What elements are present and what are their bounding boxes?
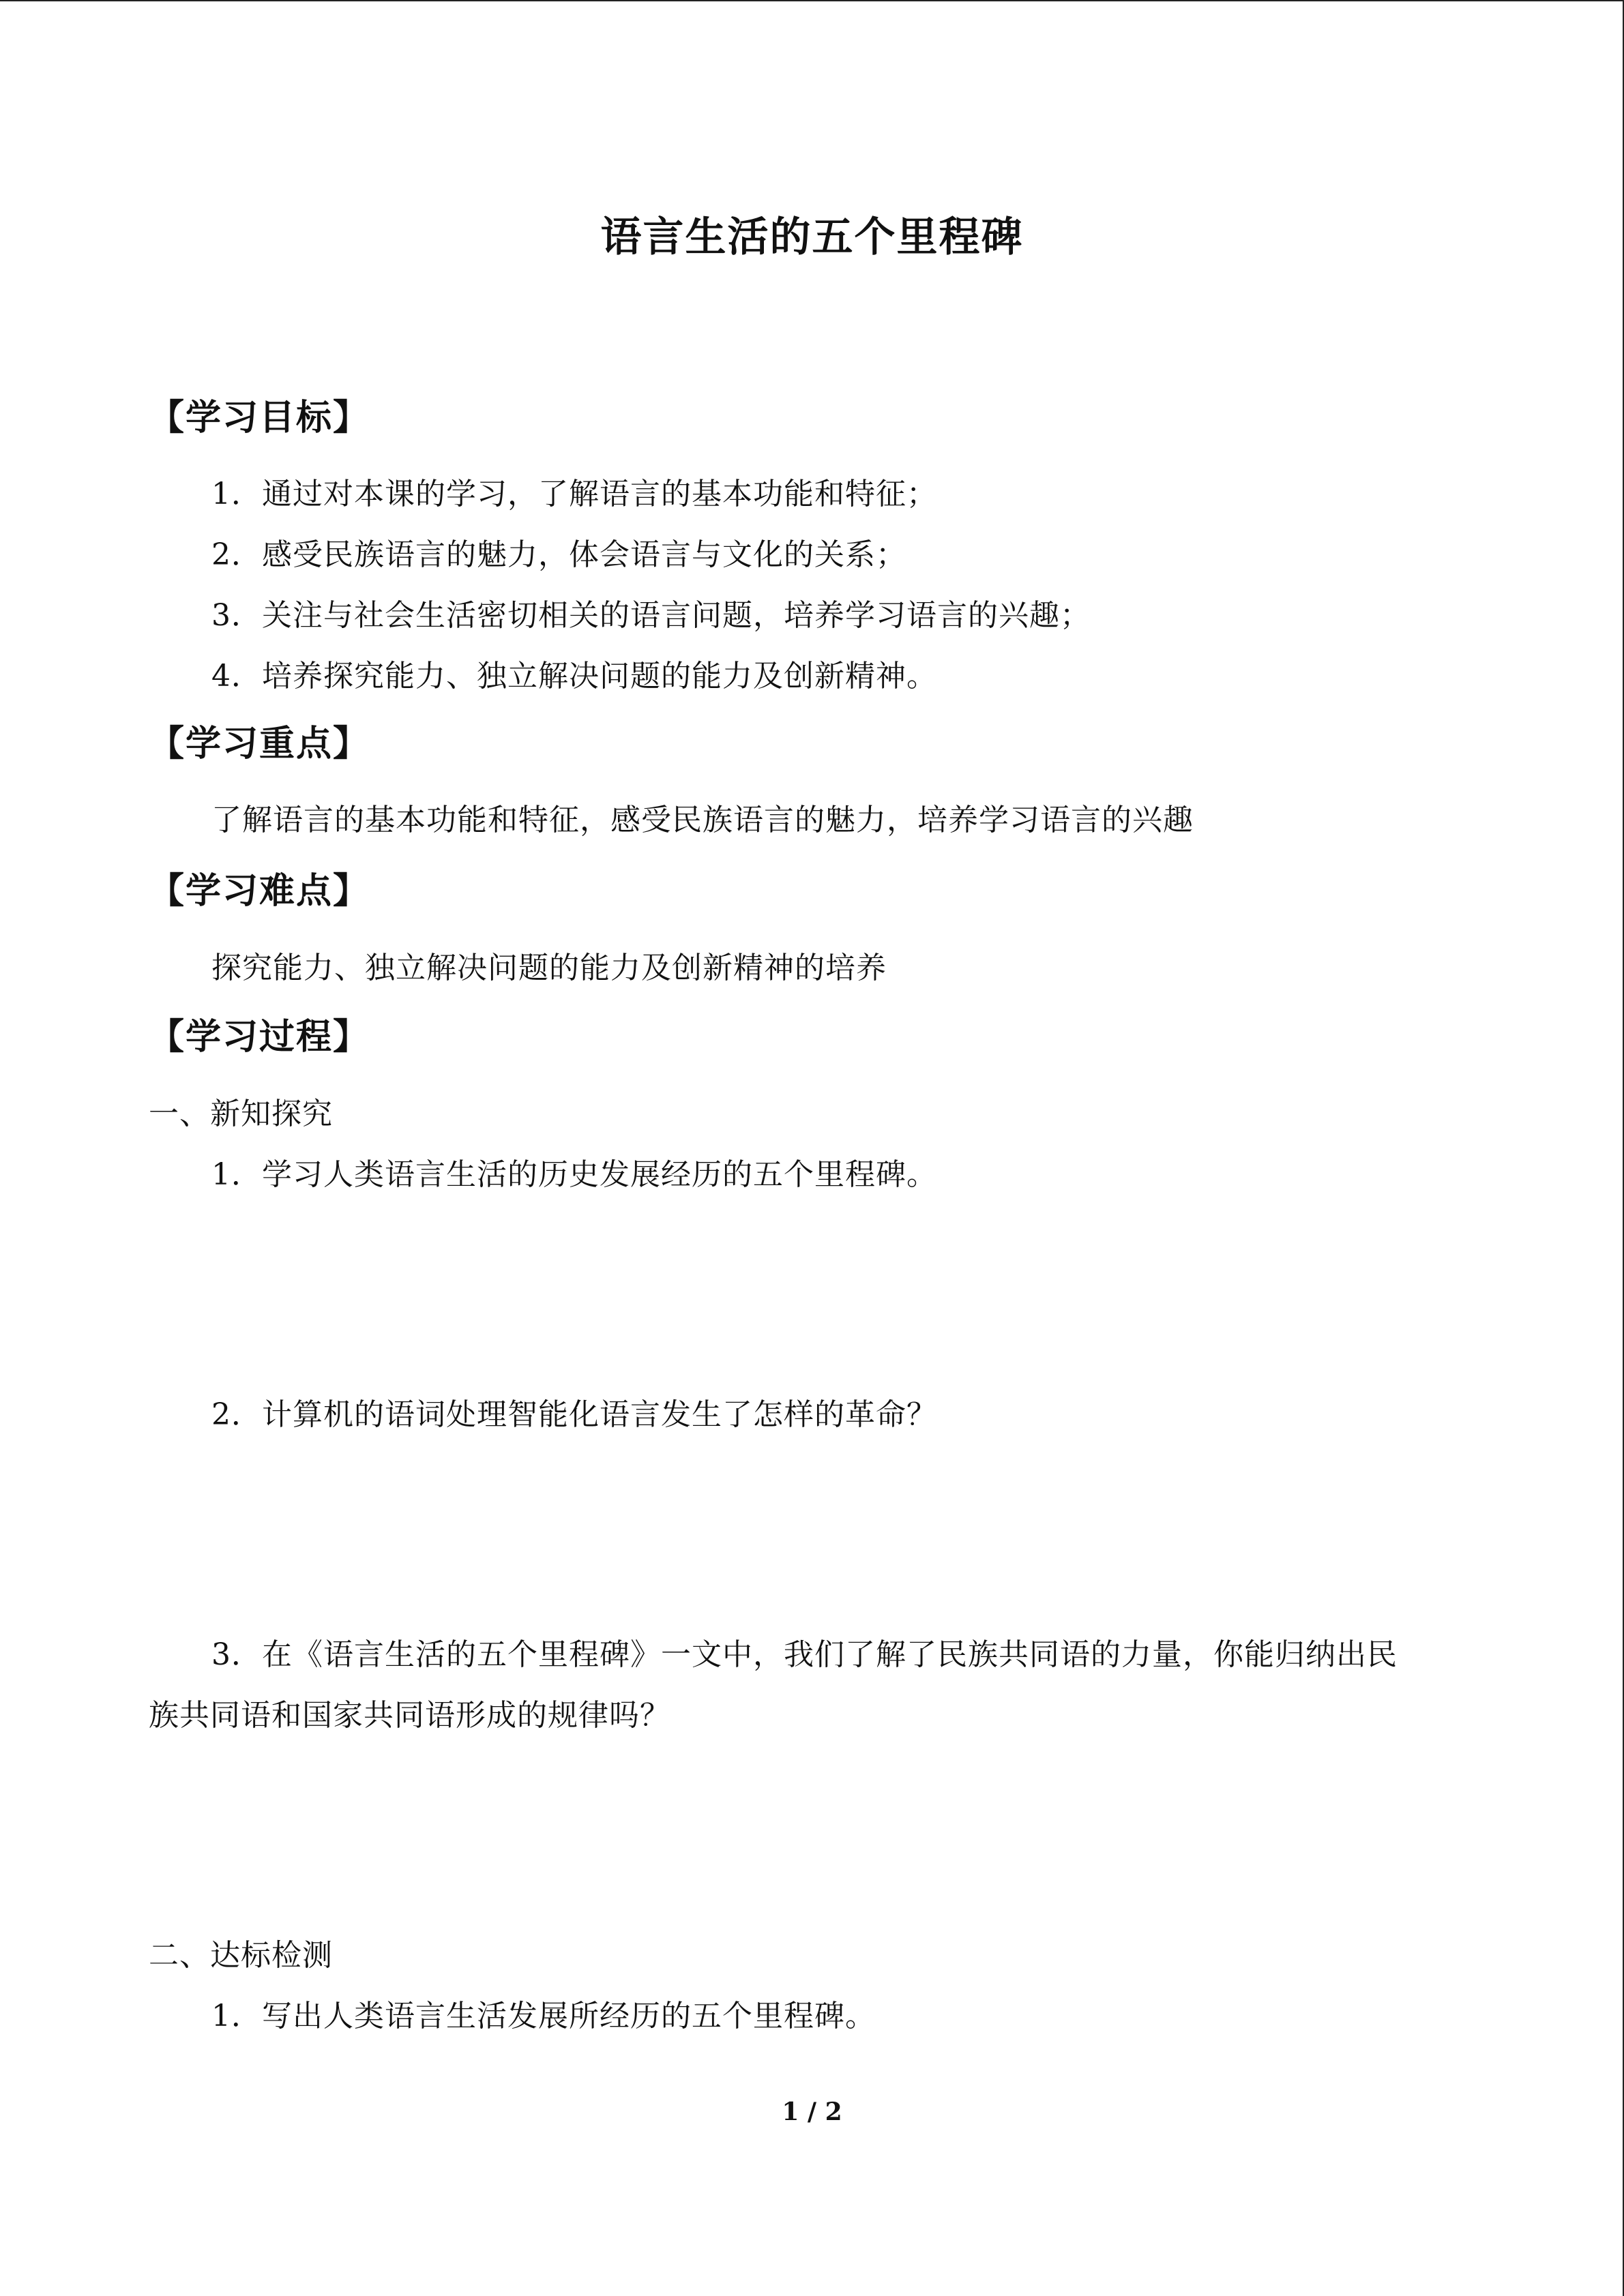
objective-item-4: 4．培养探究能力、独立解决问题的能力及创新精神。 xyxy=(211,659,937,694)
key-points-text: 了解语言的基本功能和特征，感受民族语言的魅力，培养学习语言的兴趣 xyxy=(211,803,1194,837)
difficulties-text: 探究能力、独立解决问题的能力及创新精神的培养 xyxy=(211,951,887,985)
document-title: 语言生活的五个里程碑 xyxy=(600,213,1024,261)
part2-title: 二、达标检测 xyxy=(149,1938,333,1973)
heading-difficulties: 【学习难点】 xyxy=(149,870,370,912)
heading-process: 【学习过程】 xyxy=(149,1016,370,1058)
objective-item-2: 2．感受民族语言的魅力，体会语言与文化的关系； xyxy=(211,537,906,572)
objective-item-3: 3．关注与社会生活密切相关的语言问题，培养学习语言的兴趣； xyxy=(211,598,1091,633)
question-3-line-1: 3．在《语言生活的五个里程碑》一文中，我们了解了民族共同语的力量，你能归纳出民 xyxy=(211,1637,1398,1672)
heading-objectives: 【学习目标】 xyxy=(149,397,370,438)
question-2: 2．计算机的语词处理智能化语言发生了怎样的革命？ xyxy=(211,1397,937,1432)
part1-title: 一、新知探究 xyxy=(149,1097,333,1131)
question-3-line-2: 族共同语和国家共同语形成的规律吗？ xyxy=(149,1698,670,1733)
check-question-1: 1．写出人类语言生活发展所经历的五个里程碑。 xyxy=(211,1999,876,2033)
heading-key-points: 【学习重点】 xyxy=(149,723,370,764)
page-number: 1 / 2 xyxy=(782,2098,842,2126)
objective-item-1: 1．通过对本课的学习，了解语言的基本功能和特征； xyxy=(211,477,937,511)
question-1: 1．学习人类语言生活的历史发展经历的五个里程碑。 xyxy=(211,1157,937,1192)
page-border-top xyxy=(0,0,1624,1)
